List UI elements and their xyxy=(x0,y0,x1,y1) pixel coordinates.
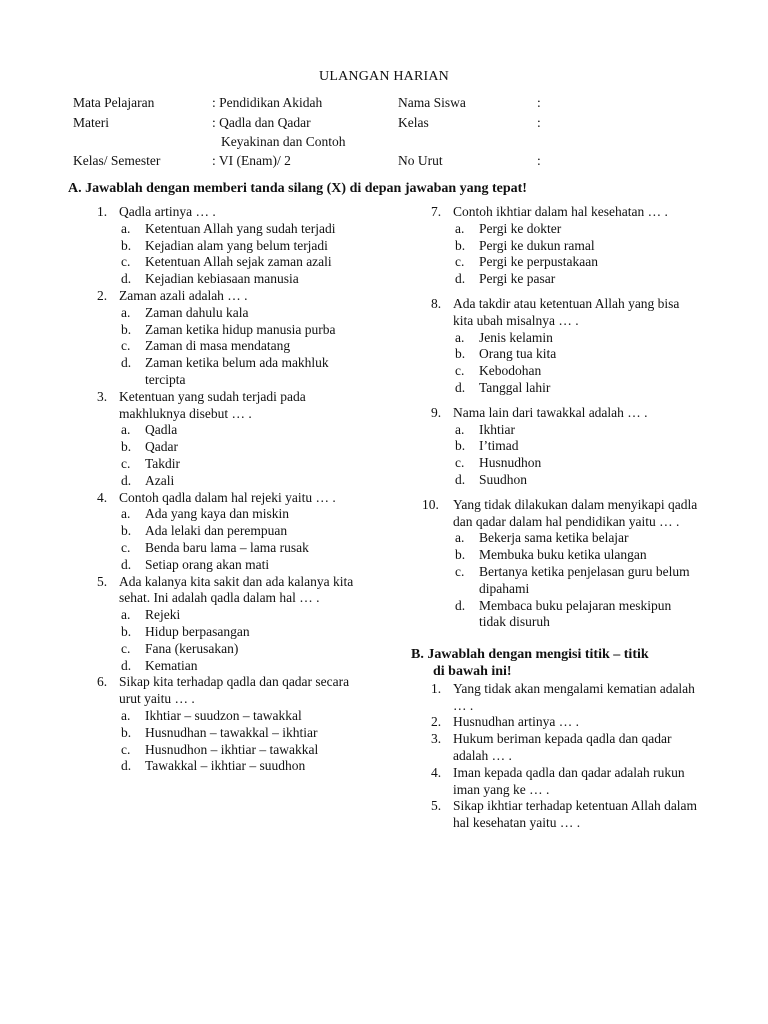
option-letter: c. xyxy=(455,563,465,579)
question-number: 7. xyxy=(431,204,442,219)
question-text: Iman kepada qadla dan qadar adalah rukun iman yang ke … . xyxy=(453,764,685,797)
options-list xyxy=(121,607,365,674)
option-a xyxy=(121,422,365,439)
question-8 xyxy=(431,296,699,330)
options-list xyxy=(121,305,365,389)
option-letter: d. xyxy=(121,472,132,488)
option-text: Kematian xyxy=(145,657,198,673)
question-number: 3. xyxy=(431,731,442,747)
option-b xyxy=(121,238,365,255)
option-text: Ada yang kaya dan miskin xyxy=(145,506,289,522)
option-text: I’timad xyxy=(479,438,519,454)
option-b xyxy=(121,439,365,456)
option-c xyxy=(121,254,365,271)
option-c xyxy=(121,456,365,473)
mapel-value: : Pendidikan Akidah xyxy=(212,95,323,110)
option-text: Zaman ketika belum ada makhluk tercipta xyxy=(145,355,329,387)
question-text: Nama lain dari tawakkal adalah … . xyxy=(453,404,648,420)
options-list xyxy=(121,221,365,288)
header-info xyxy=(0,0,768,175)
option-text: Pergi ke dukun ramal xyxy=(479,237,595,253)
question-number: 4. xyxy=(431,764,442,780)
section-b-title xyxy=(411,647,699,681)
option-text: Ada lelaki dan perempuan xyxy=(145,523,288,539)
kelas-semester-label: Kelas/ Semester xyxy=(73,153,161,168)
option-text: Takdir xyxy=(145,455,181,471)
option-text: Azali xyxy=(145,472,175,488)
option-text: Zaman dahulu kala xyxy=(145,304,249,320)
section-b-title-line1: B. Jawablah dengan mengisi titik – titik xyxy=(411,647,649,663)
question-text: Yang tidak dilakukan dalam menyikapi qadla dan qadar dalam hal pendidikan yaitu … . xyxy=(453,496,698,529)
option-letter: a. xyxy=(121,607,131,623)
question-text: Hukum beriman kepada qadla dan qadar adalah … . xyxy=(453,731,672,763)
option-letter: c. xyxy=(121,539,131,555)
option-d xyxy=(455,380,699,397)
option-d xyxy=(121,355,365,389)
option-letter: d. xyxy=(121,556,132,572)
question-10 xyxy=(422,496,699,531)
option-letter: b. xyxy=(455,346,466,362)
option-c xyxy=(121,641,365,658)
option-letter: b. xyxy=(121,724,132,740)
question-number: 6. xyxy=(97,674,108,690)
option-text: Pergi ke perpustakaan xyxy=(479,254,598,270)
question-number: 9. xyxy=(431,404,442,420)
option-letter: b. xyxy=(121,523,132,539)
question-3 xyxy=(97,389,365,423)
option-text: Rejeki xyxy=(145,607,181,623)
question-number: 10. xyxy=(422,496,439,512)
option-a xyxy=(455,330,699,347)
no-urut-label: No Urut xyxy=(398,153,443,168)
option-text: Setiap orang akan mati xyxy=(145,556,270,572)
option-letter: a. xyxy=(455,421,465,437)
option-text: Jenis kelamin xyxy=(479,329,553,345)
question-text: Sikap kita terhadap qadla dan qadar secara urut yaitu … . xyxy=(119,674,350,707)
question-text: Sikap ikhtiar terhadap ketentuan Allah dalam hal kesehatan yaitu … . xyxy=(453,798,698,831)
option-letter: b. xyxy=(455,547,466,563)
option-text: Bertanya ketika penjelasan guru belum dipahami xyxy=(479,563,690,596)
option-letter: c. xyxy=(455,254,465,270)
option-text: Membuka buku ketika ulangan xyxy=(479,547,647,563)
option-text: Pergi ke dokter xyxy=(479,220,562,236)
question-text: Qadla artinya … . xyxy=(119,204,216,219)
question-text: Yang tidak akan mengalami kematian adalah … . xyxy=(453,680,695,713)
option-text: Benda baru lama – lama rusak xyxy=(145,539,309,555)
option-text: Ikhtiar – suudzon – tawakkal xyxy=(145,707,302,723)
option-text: Kejadian alam yang belum terjadi xyxy=(145,237,328,253)
materi-value: : Qadla dan Qadar xyxy=(212,115,311,130)
options-list xyxy=(455,330,699,397)
option-d xyxy=(121,557,365,574)
option-text: Hidup berpasangan xyxy=(145,623,250,639)
option-letter: b. xyxy=(455,438,466,454)
kelas-label: Kelas xyxy=(398,115,429,130)
option-b xyxy=(121,624,365,641)
option-d xyxy=(455,472,699,489)
nama-siswa-colon: : xyxy=(537,95,541,110)
option-text: Husnudhon – ikhtiar – tawakkal xyxy=(145,741,319,757)
option-text: Orang tua kita xyxy=(479,346,557,362)
option-a xyxy=(121,221,365,238)
materi-value-cont: Keyakinan dan Contoh xyxy=(221,134,346,149)
options-list xyxy=(455,221,699,288)
option-text: Pergi ke pasar xyxy=(479,271,556,287)
materi-label: Materi xyxy=(73,115,109,130)
option-letter: c. xyxy=(121,338,131,354)
option-letter: a. xyxy=(455,329,465,345)
fill-question-1 xyxy=(431,681,699,715)
option-text: Tanggal lahir xyxy=(479,379,551,395)
question-text: Zaman azali adalah … . xyxy=(119,287,248,303)
option-a xyxy=(455,221,699,238)
option-d xyxy=(455,598,699,632)
option-letter: b. xyxy=(121,237,132,253)
question-number: 3. xyxy=(97,388,108,404)
options-list xyxy=(455,422,699,489)
option-text: Zaman di masa mendatang xyxy=(145,338,291,354)
question-number: 2. xyxy=(97,287,108,303)
question-number: 1. xyxy=(97,204,108,219)
question-number: 1. xyxy=(431,680,442,696)
option-letter: c. xyxy=(121,640,131,656)
option-letter: c. xyxy=(121,741,131,757)
option-b xyxy=(121,322,365,339)
question-9 xyxy=(431,405,699,422)
option-text: Husnudhon xyxy=(479,455,542,471)
question-number: 5. xyxy=(431,798,442,814)
option-letter: d. xyxy=(455,379,466,395)
option-b xyxy=(455,238,699,255)
option-b xyxy=(455,346,699,363)
fill-question-3 xyxy=(431,731,699,765)
options-list xyxy=(121,422,365,489)
option-letter: d. xyxy=(121,271,132,287)
question-text: Ada kalanya kita sakit dan ada kalanya kita sehat. Ini adalah qadla dalam hal … . xyxy=(119,573,354,606)
option-letter: c. xyxy=(455,455,465,471)
option-text: Qadla xyxy=(145,422,178,438)
option-a xyxy=(455,530,699,547)
option-text: Suudhon xyxy=(479,471,528,487)
option-a xyxy=(121,607,365,624)
fill-question-4 xyxy=(431,765,699,799)
option-text: Husnudhan – tawakkal – ikhtiar xyxy=(145,724,318,740)
option-d xyxy=(121,758,365,775)
question-7 xyxy=(431,204,699,221)
question-text: Ada takdir atau ketentuan Allah yang bisa kita ubah misalnya … . xyxy=(453,295,680,328)
option-letter: d. xyxy=(455,597,466,613)
option-c xyxy=(455,254,699,271)
option-text: Ketentuan Allah yang sudah terjadi xyxy=(145,220,336,236)
option-letter: d. xyxy=(121,355,132,371)
option-b xyxy=(455,547,699,564)
question-5 xyxy=(97,574,365,608)
no-urut-colon: : xyxy=(537,153,541,168)
option-letter: c. xyxy=(121,254,131,270)
question-2 xyxy=(97,288,365,305)
question-1 xyxy=(97,204,365,221)
option-b xyxy=(121,523,365,540)
option-letter: a. xyxy=(121,304,131,320)
options-list xyxy=(121,708,365,775)
nama-siswa-label: Nama Siswa xyxy=(398,95,466,110)
section-b-title-line2: di bawah ini! xyxy=(433,663,512,679)
question-text: Contoh qadla dalam hal rejeki yaitu … . xyxy=(119,489,336,505)
option-letter: a. xyxy=(121,422,131,438)
question-number: 5. xyxy=(97,573,108,589)
fill-question-2 xyxy=(431,714,699,731)
mapel-label: Mata Pelajaran xyxy=(73,95,155,110)
page-title: ULANGAN HARIAN xyxy=(319,69,449,84)
question-4 xyxy=(97,490,365,507)
question-text: Husnudhan artinya … . xyxy=(453,714,579,730)
option-text: Kejadian kebiasaan manusia xyxy=(145,271,299,287)
option-letter: d. xyxy=(121,758,132,774)
option-text: Membaca buku pelajaran meskipun tidak disuruh xyxy=(479,597,672,630)
kelas-colon: : xyxy=(537,115,541,130)
option-letter: a. xyxy=(455,220,465,236)
option-a xyxy=(121,506,365,523)
option-letter: b. xyxy=(121,623,132,639)
option-a xyxy=(121,305,365,322)
option-c xyxy=(121,742,365,759)
option-letter: d. xyxy=(455,471,466,487)
option-d xyxy=(121,473,365,490)
question-text: Contoh ikhtiar dalam hal kesehatan … . xyxy=(453,204,668,219)
option-letter: b. xyxy=(455,237,466,253)
question-6 xyxy=(97,674,365,708)
section-a-title: A. Jawablah dengan memberi tanda silang (X) di depan jawaban yang tepat! xyxy=(68,181,527,196)
option-b xyxy=(455,438,699,455)
options-list xyxy=(455,530,699,631)
option-text: Tawakkal – ikhtiar – suudhon xyxy=(145,758,306,774)
option-letter: b. xyxy=(121,439,132,455)
option-c xyxy=(121,338,365,355)
option-letter: d. xyxy=(455,271,466,287)
section-a-left-column xyxy=(97,204,365,775)
option-letter: b. xyxy=(121,321,132,337)
option-letter: d. xyxy=(121,657,132,673)
option-letter: c. xyxy=(121,455,131,471)
option-c xyxy=(121,540,365,557)
option-letter: a. xyxy=(121,220,131,236)
option-a xyxy=(455,422,699,439)
option-a xyxy=(121,708,365,725)
option-letter: c. xyxy=(455,363,465,379)
option-d xyxy=(455,271,699,288)
question-number: 8. xyxy=(431,295,442,311)
option-letter: a. xyxy=(121,506,131,522)
option-text: Kebodohan xyxy=(479,363,542,379)
option-text: Fana (kerusakan) xyxy=(145,640,239,656)
section-a-right-column xyxy=(411,204,699,832)
option-d xyxy=(121,658,365,675)
option-text: Zaman ketika hidup manusia purba xyxy=(145,321,336,337)
option-text: Qadar xyxy=(145,439,178,455)
fill-question-5 xyxy=(431,798,699,832)
options-list xyxy=(121,506,365,573)
option-text: Ketentuan Allah sejak zaman azali xyxy=(145,254,332,270)
option-text: Ikhtiar xyxy=(479,421,515,437)
option-c xyxy=(455,564,699,598)
kelas-semester-value: : VI (Enam)/ 2 xyxy=(212,153,291,168)
option-c xyxy=(455,363,699,380)
option-letter: a. xyxy=(455,530,465,546)
option-b xyxy=(121,725,365,742)
option-c xyxy=(455,455,699,472)
option-d xyxy=(121,271,365,288)
option-text: Bekerja sama ketika belajar xyxy=(479,530,629,546)
question-number: 2. xyxy=(431,714,442,730)
question-number: 4. xyxy=(97,489,108,505)
option-letter: a. xyxy=(121,707,131,723)
question-text: Ketentuan yang sudah terjadi pada makhluknya disebut … . xyxy=(119,388,306,421)
